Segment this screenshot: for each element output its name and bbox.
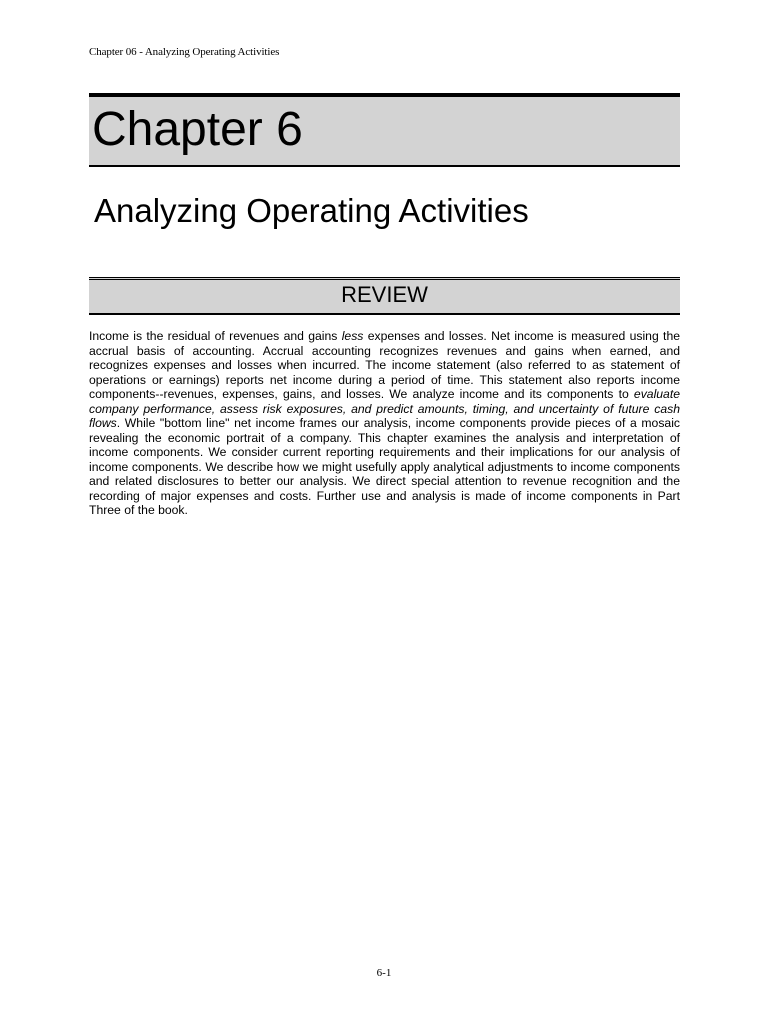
chapter-title-box (89, 93, 680, 167)
review-heading-box (89, 277, 680, 315)
chapter-subtitle: Analyzing Operating Activities (94, 192, 529, 229)
review-heading: REVIEW (341, 282, 428, 307)
chapter-title: Chapter 6 (92, 103, 303, 156)
review-text-emphasis-1: less (341, 329, 364, 343)
review-text-part-2: expenses and losses. Net income is measured using the accrual basis of accounting. Accrual accounting recognizes revenues and gains when earned, and recognizes expenses and losses when incurred. The income statement (also referred to as statement of operations or earnings) reports net income during a period of time. This statement also reports income components--revenues, expenses, gains, and losses. We analyze income and its components to (89, 329, 681, 401)
review-text-part-3: . While "bottom line" net income frames our analysis, income components provide pieces of a mosaic revealing the economic portrait of a company. This chapter examines the analysis and interpretation of income components. We consider current reporting requirements and their implications for our analysis of income components. We describe how we might usefully apply analytical adjustments to income components and related disclosures to better our analysis. We direct special attention to revenue recognition and the recording of major expenses and costs. Further use and analysis is made of income components in Part Three of the book. (89, 416, 680, 517)
review-text-part-1: Income is the residual of revenues and gains (89, 329, 342, 343)
running-header: Chapter 06 - Analyzing Operating Activities (89, 46, 280, 58)
review-text-emphasis-2: evaluate company performance, assess risk exposures, and predict amounts, timing, and uncertainty of future cash flows (89, 387, 680, 430)
review-paragraph (89, 329, 680, 518)
page-number: 6-1 (376, 967, 392, 979)
